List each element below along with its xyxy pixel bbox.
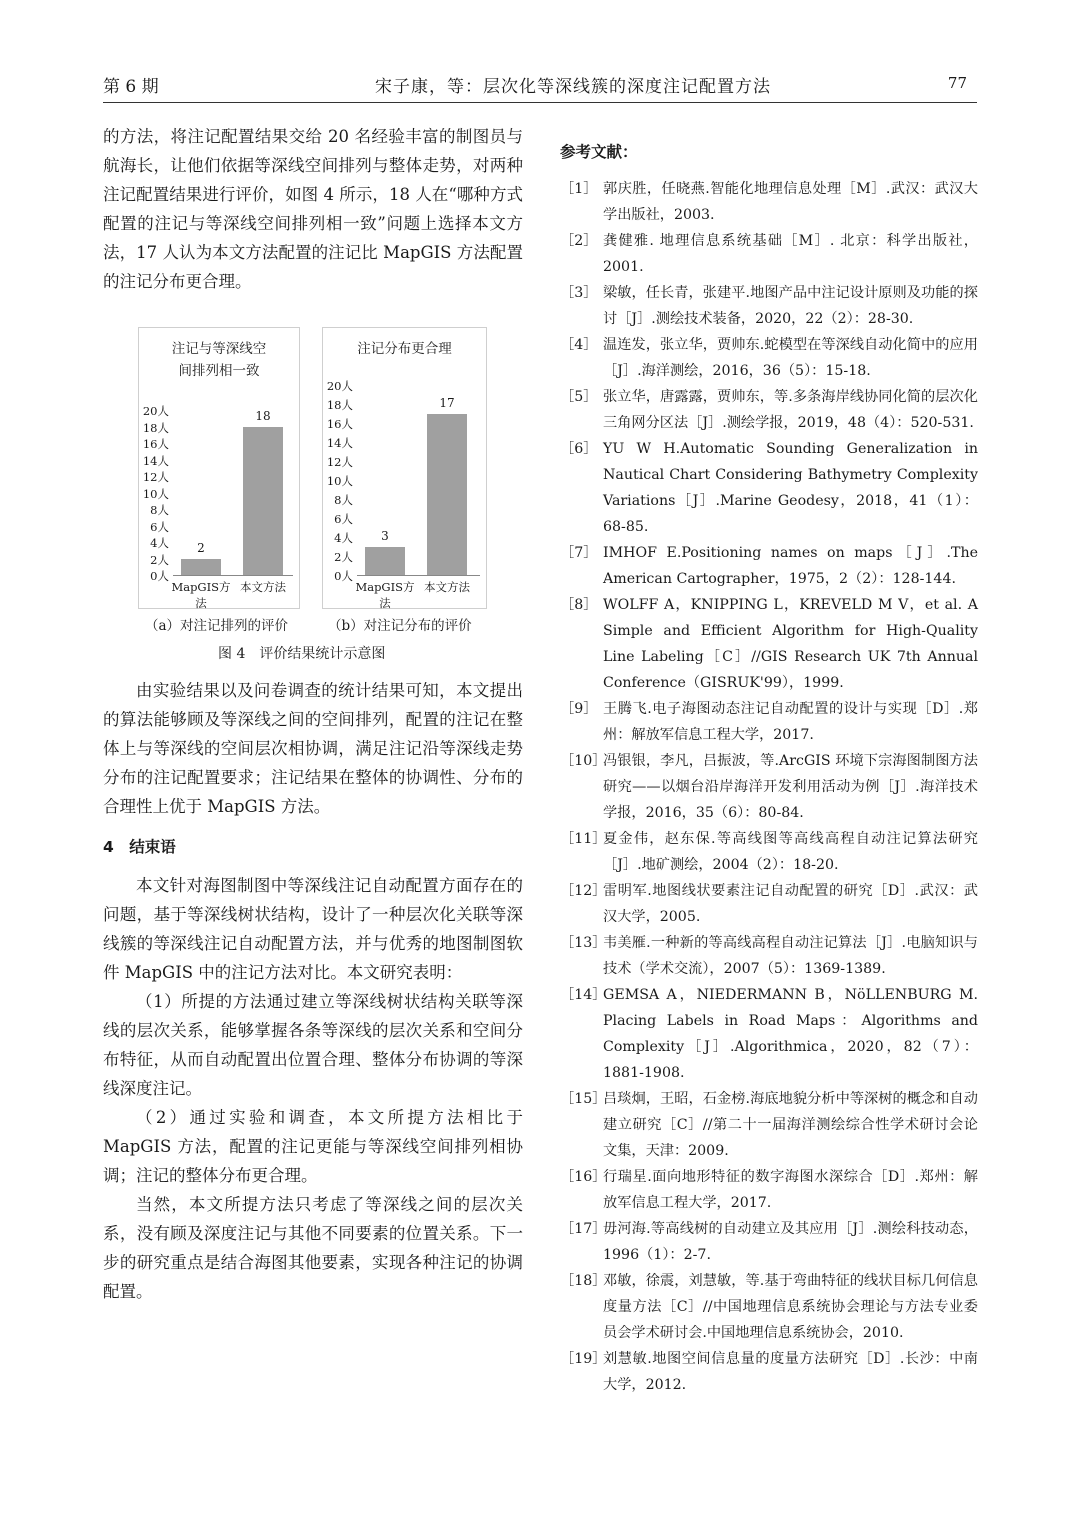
reference-item [560, 280, 978, 332]
reference-item [560, 930, 978, 982]
references-heading: 参考文献： [560, 143, 638, 161]
reference-item [560, 436, 978, 540]
y-tick-label: 12人 [142, 470, 169, 484]
y-tick-label: 20人 [326, 379, 353, 393]
bar [181, 559, 221, 576]
left-column-top [103, 122, 523, 296]
reference-item [560, 1216, 978, 1268]
reference-number: ［8］ [560, 597, 598, 613]
reference-text: 吕琰炯，王昭，石金榜.海底地貌分析中等深树的概念和自动建立研究［C］//第二十一届海洋测绘综合性学术研讨会论文集，天津：2009. [603, 1091, 978, 1159]
reference-number: ［11］ [560, 831, 607, 847]
reference-number: ［14］ [560, 987, 607, 1003]
reference-text: 龚健雅. 地理信息系统基础［M］. 北京：科学出版社，2001. [603, 233, 978, 275]
reference-list [560, 176, 978, 1398]
y-tick-label: 16人 [142, 437, 169, 451]
reference-text: 邓敏，徐震，刘慧敏，等.基于弯曲特征的线状目标几何信息度量方法［C］//中国地理信息系统协会理论与方法专业委员会学术研讨会.中国地理信息系统协会，2010. [603, 1273, 978, 1341]
reference-text: 冯银银，李凡，吕振波，等.ArcGIS 环境下宗海图制图方法研究——以烟台沿岸海洋开发利用活动为例［J］.海洋技术学报，2016，35（6）：80-84. [603, 753, 978, 821]
reference-number: ［7］ [560, 545, 598, 561]
reference-text: 王腾飞.电子海图动态注记自动配置的设计与实现［D］.郑州：解放军信息工程大学，2017. [603, 701, 978, 743]
reference-item [560, 540, 978, 592]
paragraph: 由实验结果以及问卷调查的统计结果可知，本文提出的算法能够顾及等深线之间的空间排列，配置的注记在整体上与等深线的空间层次相协调，满足注记沿等深线走势分布的注记配置要求；注记结果在整体的协调性、分布的合理性上优于 MapGIS 方法。 [103, 681, 523, 816]
y-tick-label: 0人 [334, 569, 353, 583]
x-category-label: 本文方法 [424, 580, 470, 594]
y-tick-label: 6人 [150, 519, 169, 534]
paragraph: 的方法，将注记配置结果交给 20 名经验丰富的制图员与航海长，让他们依据等深线空间排列与整体走势，对两种注记配置结果进行评价，如图 4 所示，18 人在“哪种方式配置的注记与等深线空间排列相一致”问题上选择本文方法，17 人认为本文方法配置的注记比 MapGIS 方法配置的注记分布更合理。 [103, 127, 523, 291]
reference-item [560, 982, 978, 1086]
page-number: 77 [947, 74, 967, 92]
chart-title: 注记与等深线空 [171, 341, 267, 357]
reference-number: ［4］ [560, 337, 598, 353]
x-category-label: 本文方法 [240, 580, 286, 594]
y-tick-label: 2人 [334, 550, 353, 564]
header-rule [103, 102, 977, 103]
reference-item [560, 384, 978, 436]
reference-text: 温连发，张立华，贾帅东.蛇模型在等深线自动化简中的应用［J］.海洋测绘，2016，36（5）：15-18. [603, 337, 978, 379]
y-tick-label: 12人 [326, 455, 353, 469]
y-tick-label: 4人 [150, 536, 169, 550]
paragraph: 本文针对海图制图中等深线注记自动配置方面存在的问题，基于等深线树状结构，设计了一种层次化关联等深线簇的等深线注记自动配置方法，并与优秀的地图制图软件 MapGIS 中的注记方法对比。本文研究表明： [103, 876, 523, 982]
running-header [103, 72, 977, 102]
reference-number: ［12］ [560, 883, 607, 899]
reference-item [560, 228, 978, 280]
y-tick-label: 18人 [142, 420, 169, 435]
reference-item [560, 1164, 978, 1216]
reference-number: ［19］ [560, 1351, 607, 1367]
bar [365, 547, 405, 576]
chart-title: 注记分布更合理 [357, 341, 452, 357]
y-tick-label: 8人 [150, 503, 169, 517]
reference-number: ［6］ [560, 441, 598, 457]
reference-number: ［1］ [560, 181, 598, 197]
reference-number: ［3］ [560, 285, 598, 301]
reference-item [560, 1086, 978, 1164]
x-axis [173, 575, 293, 576]
paragraph: 当然，本文所提方法只考虑了等深线之间的层次关系，没有顾及深度注记与其他不同要素的位置关系。下一步的研究重点是结合海图其他要素，实现各种注记的协调配置。 [103, 1195, 523, 1301]
reference-text: 行瑞星.面向地形特征的数字海图水深综合［D］.郑州：解放军信息工程大学，2017. [603, 1169, 978, 1211]
bar [243, 427, 283, 576]
y-tick-label: 16人 [326, 417, 353, 431]
x-axis [357, 575, 480, 576]
reference-item [560, 748, 978, 826]
y-tick-label: 2人 [150, 552, 169, 567]
reference-number: ［10］ [560, 753, 607, 769]
reference-item [560, 176, 978, 228]
reference-item [560, 1268, 978, 1346]
bar-value-label: 3 [381, 528, 389, 543]
chart-a [138, 327, 300, 609]
y-tick-label: 14人 [326, 436, 353, 450]
x-category-label: MapGIS方法 [355, 580, 415, 610]
reference-number: ［5］ [560, 389, 598, 405]
reference-item [560, 696, 978, 748]
reference-number: ［18］ [560, 1273, 607, 1289]
bar [427, 414, 467, 576]
y-tick-label: 20人 [142, 404, 169, 418]
reference-number: ［17］ [560, 1221, 607, 1237]
reference-text: 夏金伟，赵东保.等高线图等高线高程自动注记算法研究［J］.地矿测绘，2004（2）：18-20. [603, 831, 978, 873]
y-tick-label: 10人 [142, 486, 169, 501]
reference-item [560, 878, 978, 930]
bar-value-label: 2 [197, 540, 205, 555]
reference-text: 雷明军.地图线状要素注记自动配置的研究［D］.武汉：武汉大学，2005. [603, 883, 978, 925]
y-tick-label: 6人 [334, 512, 353, 526]
chart-b [322, 327, 487, 609]
left-column-body [103, 676, 523, 1306]
issue-number: 第 6 期 [103, 77, 159, 97]
reference-number: ［16］ [560, 1169, 607, 1185]
reference-text: 韦美雁.一种新的等高线高程自动注记算法［J］.电脑知识与技术（学术交流），2007（5）：1369-1389. [603, 935, 978, 977]
reference-text: 毋河海.等高线树的自动建立及其应用［J］.测绘科技动态，1996（1）：2-7. [603, 1221, 978, 1263]
reference-text: 刘慧敏.地图空间信息量的度量方法研究［D］.长沙：中南大学，2012. [603, 1351, 978, 1393]
bar-value-label: 18 [255, 408, 271, 423]
y-tick-label: 0人 [150, 569, 169, 583]
figure-caption: 图 4 评价结果统计示意图 [218, 646, 386, 662]
y-tick-label: 10人 [326, 474, 353, 488]
subcaption-a: （a）对注记排列的评价 [145, 618, 289, 634]
bar-value-label: 17 [439, 395, 455, 410]
reference-number: ［9］ [560, 701, 598, 717]
y-tick-label: 14人 [142, 453, 169, 468]
reference-text: WOLFF A，KNIPPING L，KREVELD M V，et al. A Simple and Efficient Algorithm for High-Quality Line Labeling［C］//GIS Research UK 7th Annual Conference（GISRUK'99），1999. [603, 597, 978, 691]
reference-item [560, 826, 978, 878]
section-heading: 4 结束语 [103, 838, 176, 856]
reference-number: ［15］ [560, 1091, 607, 1107]
references [560, 140, 978, 1398]
reference-text: GEMSA A，NIEDERMANN B，NöLLENBURG M. Placing Labels in Road Maps：Algorithms and Complexity［J］.Algorithmica，2020，82（7）：1881-1908. [603, 987, 978, 1081]
reference-item [560, 592, 978, 696]
reference-item [560, 1346, 978, 1398]
y-tick-label: 8人 [334, 493, 353, 507]
y-tick-label: 18人 [326, 398, 353, 412]
subcaption-b: （b）对注记分布的评价 [328, 618, 472, 634]
reference-text: IMHOF E.Positioning names on maps［J］.The American Cartographer，1975，2（2）：128-144. [603, 545, 978, 587]
reference-item [560, 332, 978, 384]
reference-text: 郭庆胜，任晓燕.智能化地理信息处理［M］.武汉：武汉大学出版社，2003. [603, 181, 978, 223]
paragraph: （2）通过实验和调查，本文所提方法相比于 MapGIS 方法，配置的注记更能与等深线空间排列相协调；注记的整体分布更合理。 [103, 1108, 523, 1185]
chart-title: 间排列相一致 [178, 363, 260, 379]
reference-text: 梁敏，任长青，张建平.地图产品中注记设计原则及功能的探讨［J］.测绘技术装备，2020，22（2）：28-30. [603, 285, 978, 327]
x-category-label: MapGIS方法 [171, 580, 231, 610]
reference-number: ［13］ [560, 935, 607, 951]
y-tick-label: 4人 [334, 531, 353, 545]
running-title: 宋子康，等：层次化等深线簇的深度注记配置方法 [375, 77, 771, 97]
reference-number: ［2］ [560, 233, 598, 249]
reference-text: YU W H.Automatic Sounding Generalization in Nautical Chart Considering Bathymetry Complexity Variations［J］.Marine Geodesy，2018，41（1）：68-85. [603, 441, 978, 535]
paragraph: （1）所提的方法通过建立等深线树状结构关联等深线的层次关系，能够掌握各条等深线的层次关系和空间分布特征，从而自动配置出位置合理、整体分布协调的等深线深度注记。 [103, 992, 523, 1098]
reference-text: 张立华，唐露露，贾帅东，等.多条海岸线协同化简的层次化三角网分区法［J］.测绘学报，2019，48（4）：520-531. [603, 389, 978, 431]
